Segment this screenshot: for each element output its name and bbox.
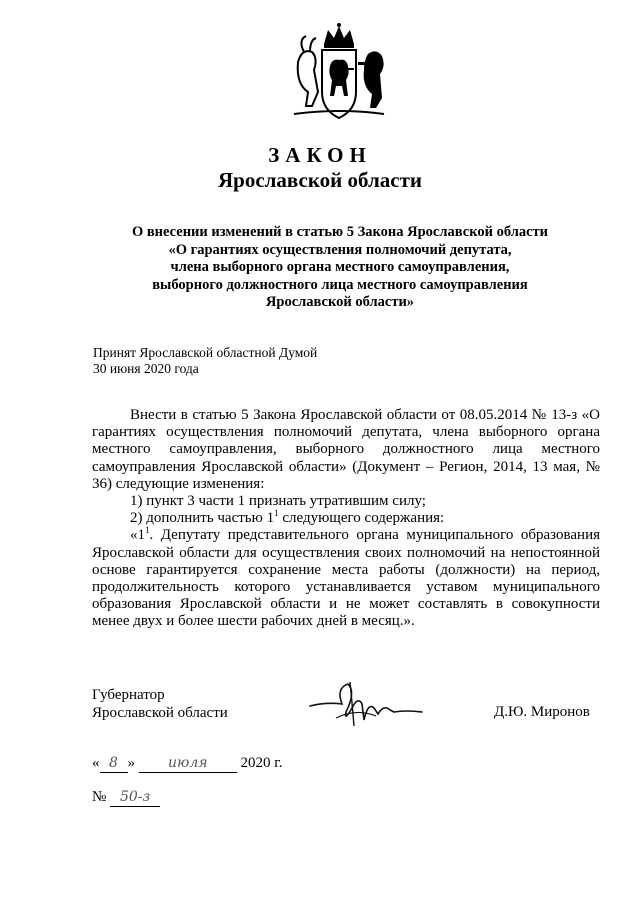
- governor-title: [92, 686, 228, 722]
- date-day: [100, 755, 128, 773]
- heading-line: О внесении изменений в статью 5 Закона Ярославской области: [131, 224, 549, 240]
- date-open-quote: «: [92, 755, 100, 771]
- quote-text: . Депутату представительного органа муниципального образования Ярославской области для осуществления своих полномочий на непостоянной основе гарантируется сохранение места работы (должности) на период, продолжительность которого устанавливается уставом муниципального образования Ярославской области и не может составлять в совокупности менее двух и более шести рабочих дней в месяц.».: [92, 527, 600, 630]
- body-item-2: [92, 510, 600, 527]
- quote-open: «1: [130, 527, 145, 544]
- heading-line: Ярославской области»: [265, 294, 415, 311]
- date-day-value: 8: [109, 755, 118, 771]
- adoption-body: Принят Ярославской областной Думой: [93, 345, 318, 360]
- heading-line: выборного должностного лица местного самоуправления: [152, 276, 528, 293]
- number-field: [110, 789, 160, 807]
- adoption-date: 30 июня 2020 года: [93, 361, 199, 376]
- coat-of-arms-icon: [284, 22, 394, 122]
- signing-date: [92, 755, 282, 773]
- quote-superscript: 1: [145, 525, 150, 536]
- date-month: [139, 755, 237, 773]
- handwritten-signature-icon: [306, 678, 426, 730]
- item2-superscript: 1: [274, 508, 279, 519]
- law-body: [92, 407, 600, 631]
- law-number: [92, 789, 160, 807]
- body-item-1: 1) пункт 3 части 1 признать утратившим силу;: [130, 493, 426, 510]
- adoption-note: [93, 345, 317, 377]
- governor-name: Д.Ю. Миронов: [494, 704, 590, 720]
- heading-line: «О гарантиях осуществления полномочий депутата,: [168, 241, 512, 258]
- item2-text: 2) дополнить частью 1: [130, 510, 275, 527]
- number-label: №: [92, 789, 107, 805]
- date-year: 2020 г.: [240, 755, 283, 771]
- body-quote: [92, 527, 600, 630]
- law-subtitle: Ярославской области: [217, 168, 423, 192]
- date-month-value: июля: [167, 755, 208, 771]
- law-title: ЗАКОН: [268, 143, 372, 167]
- law-heading: [80, 224, 600, 312]
- item2-text-end: следующего содержания:: [278, 510, 445, 527]
- number-value: 50-з: [119, 789, 151, 805]
- heading-line: члена выборного органа местного самоуправления,: [170, 259, 510, 276]
- governor-line-1: Губернатор: [92, 687, 165, 703]
- body-intro: Внести в статью 5 Закона Ярославской области от 08.05.2014 № 13-з «О гарантиях осуществления полномочий депутата, члена выборного органа местного самоуправления, выборного должностного лица местного самоуправления Ярославской области» (Документ – Регион, 2014, 13 мая, № 36) следующие изменения:: [92, 407, 600, 492]
- governor-line-2: Ярославской области: [92, 705, 228, 721]
- date-close-quote: »: [127, 755, 135, 771]
